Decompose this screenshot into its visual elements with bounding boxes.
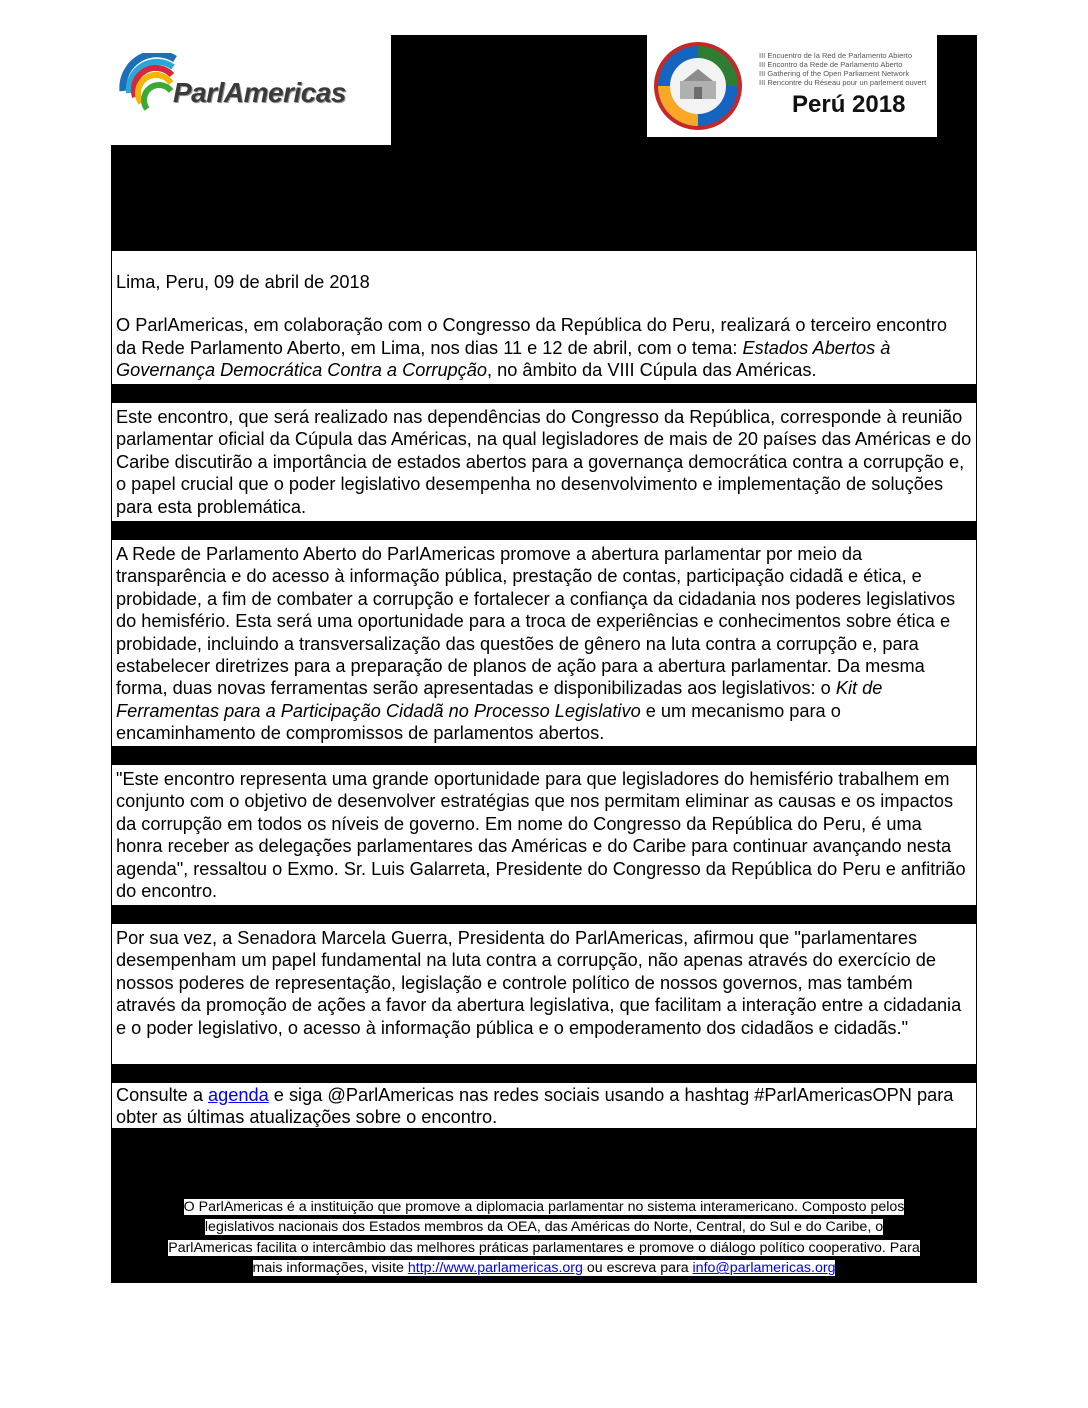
event-line-pt: III Encontro da Rede de Parlamento Aberto <box>759 60 903 69</box>
dateline: Lima, Peru, 09 de abril de 2018 <box>116 272 370 292</box>
paragraph-3 <box>116 543 972 745</box>
paragraph-6-end: e siga @ParlAmericas nas redes sociais usando a hashtag #ParlAmericasOPN para obter as últimas atualizações sobre o encontro. <box>116 1085 954 1128</box>
toolkit-title: Kit de Ferramentas para a Participação Cidadã no Processo Legislativo <box>116 678 883 721</box>
paragraph-3-block <box>112 540 976 746</box>
paragraph-2-block <box>112 403 976 521</box>
paragraph-1 <box>116 314 972 381</box>
event-logo <box>647 35 937 137</box>
footer-about <box>111 1197 977 1279</box>
paragraph-6-text: Consulte a <box>116 1085 209 1105</box>
paragraph-2: Este encontro, que será realizado nas dependências do Congresso da República, corresponde à reunião parlamentar oficial da Cúpula das Américas, na qual legisladores de mais de 20 países das Américas e do Caribe discutirão a importância de estados abertos para a governança democrática contra a corrupção e, o papel crucial que o poder legislativo desempenha no desenvolvimento e implementação de soluções para esta problemática. <box>116 407 972 517</box>
paragraph-4-block <box>112 765 976 905</box>
footer-line-1: O ParlAmericas é a instituição que promove a diplomacia parlamentar no sistema interamericano. Composto pelos <box>183 1199 905 1215</box>
event-line-fr: III Rencontre du Réseau pour un parlement ouvert <box>759 78 927 87</box>
footer-line-2: legislativos nacionais dos Estados membros da OEA, das Américas do Norte, Central, do Sul e do Caribe, o <box>204 1219 884 1236</box>
agenda-link[interactable]: agenda <box>208 1085 269 1105</box>
event-year: Perú 2018 <box>792 91 906 118</box>
parlamericas-logo-text: ParlAmericas <box>173 77 347 108</box>
event-seal-icon <box>653 41 743 131</box>
footer-line-4: mais informações, visite http://www.parlamericas.org ou escreva para info@parlamericas.org <box>252 1260 836 1277</box>
intro-block <box>112 251 976 384</box>
website-link[interactable]: http://www.parlamericas.org <box>407 1260 583 1277</box>
paragraph-1-text: O ParlAmericas, em colaboração com o Congresso da República do Peru, realizará o terceiro encontro da Rede Parlamento Aberto, em Lima, nos dias 11 e 12 de abril, com o tema: <box>116 315 947 358</box>
paragraph-6-block <box>112 1083 976 1128</box>
email-link[interactable]: info@parlamericas.org <box>692 1260 836 1277</box>
event-line-es: III Encuentro de la Red de Parlamento Abierto <box>759 51 913 60</box>
paragraph-3-text: A Rede de Parlamento Aberto do ParlAmericas promove a abertura parlamentar por meio da transparência e do acesso à informação pública, prestação de contas, participação cidadã e ética, e probidade, a fim de combater a corrupção e fortalecer a confiança da cidadania nos poderes legislativos do hemisfério. Esta será uma oportunidade para a troca de experiências e conhecimentos sobre ética e probidade, incluindo a transversalização das questões de gênero na luta contra a corrupção e, para estabelecer diretrizes para a preparação de planos de ação para a abertura parlamentar. Da mesma forma, duas novas ferramentas serão apresentadas e disponibilizadas aos legislativos: o <box>116 544 956 699</box>
parlamericas-logo <box>111 35 391 145</box>
paragraph-5-quote: Por sua vez, a Senadora Marcela Guerra, Presidenta do ParlAmericas, afirmou que "parlamentares desempenham um papel fundamental na luta contra a corrupção, não apenas através do exercício de nossos poderes de representação, legislação e controle político de nossos governos, mas também através da promoção de ações a favor da abertura legislativa, que facilitam a interação entre a cidadania e o poder legislativo, o acesso à informação pública e o empoderamento dos cidadãos e cidadãs." <box>116 928 962 1038</box>
paragraph-4-quote: "Este encontro representa uma grande oportunidade para que legisladores do hemisfério trabalhem em conjunto com o objetivo de desenvolver estratégias que nos permitam eliminar as causas e os impactos da corrupção em todos os níveis de governo. Em nome do Congresso da República do Peru, é uma honra receber as delegações parlamentares das Américas e do Caribe para continuar avançando nesta agenda", ressaltou o Exmo. Sr. Luis Galarreta, Presidente do Congresso da República do Peru e anfitrião do encontro. <box>116 769 966 902</box>
footer-line-3: ParlAmericas facilita o intercâmbio das melhores práticas parlamentares e promove o diálogo político cooperativo. Para <box>168 1239 920 1256</box>
parlamericas-swirl-icon <box>117 53 181 129</box>
paragraph-1-theme: Estados Abertos à Governança Democrática Contra a Corrupção <box>116 337 891 381</box>
event-line-en: III Gathering of the Open Parliament Network <box>759 69 910 78</box>
paragraph-5-block <box>112 924 976 1064</box>
event-title-lines <box>759 51 935 87</box>
paragraph-6 <box>116 1084 972 1129</box>
paragraph-1-end: , no âmbito da VIII Cúpula das Américas. <box>487 360 817 381</box>
document-page <box>111 35 977 1283</box>
paragraph-3-end: e um mecanismo para o encaminhamento de compromissos de parlamentos abertos. <box>116 700 841 744</box>
